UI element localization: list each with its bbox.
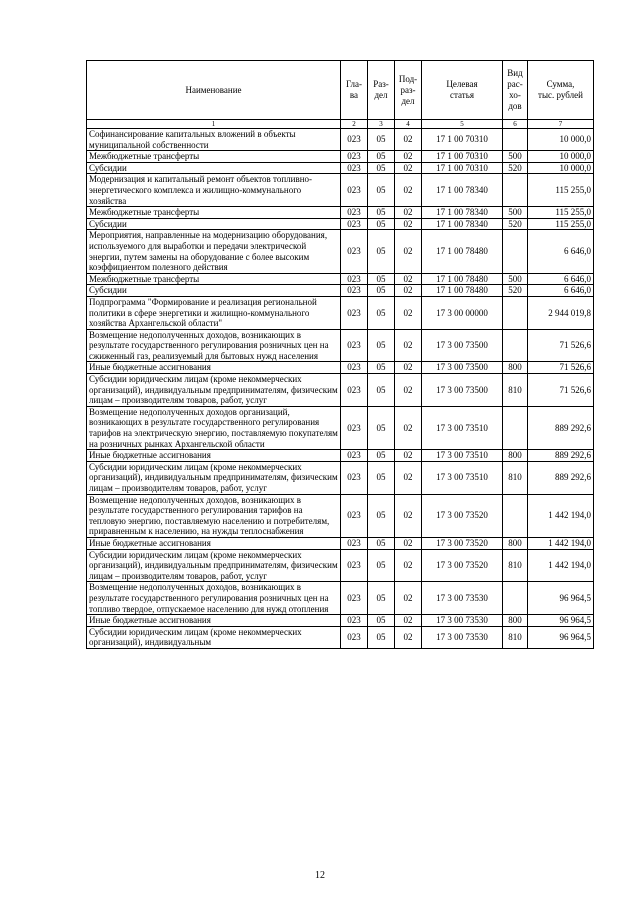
row-sum-cell: 115 255,0 (528, 174, 594, 207)
row-sum-cell: 10 000,0 (528, 129, 594, 151)
row-article-cell: 17 3 00 73530 (422, 615, 503, 627)
row-sum-cell: 115 255,0 (528, 207, 594, 219)
row-article-cell: 17 1 00 70310 (422, 129, 503, 151)
row-podrazdel-cell: 02 (395, 406, 422, 449)
row-sum-cell: 71 526,6 (528, 329, 594, 362)
row-article-cell: 17 3 00 73520 (422, 494, 503, 537)
row-sum-cell: 71 526,6 (528, 374, 594, 407)
table-row (87, 549, 594, 582)
row-razdel-cell: 05 (368, 461, 395, 494)
row-glava-cell: 023 (341, 537, 368, 549)
row-razdel-cell: 05 (368, 151, 395, 163)
row-name-cell: Возмещение недополученных доходов организаций, возникающих в результате государственного регулирования тарифов на электрическую энергию, поставляемую покупателям на розничных рынках Архангельской области (87, 406, 341, 449)
row-vid-cell: 520 (503, 218, 528, 230)
row-article-cell: 17 1 00 78480 (422, 285, 503, 297)
table-row (87, 174, 594, 207)
row-razdel-cell: 05 (368, 273, 395, 285)
column-index-row (87, 120, 594, 129)
table-row (87, 207, 594, 219)
row-sum-cell: 1 442 194,0 (528, 549, 594, 582)
table-row (87, 218, 594, 230)
table-row (87, 273, 594, 285)
row-razdel-cell: 05 (368, 582, 395, 615)
column-index: 2 (341, 120, 368, 129)
row-vid-cell: 500 (503, 207, 528, 219)
row-article-cell: 17 1 00 70310 (422, 151, 503, 163)
row-podrazdel-cell: 02 (395, 207, 422, 219)
row-razdel-cell: 05 (368, 285, 395, 297)
row-razdel-cell: 05 (368, 615, 395, 627)
row-name-cell: Модернизация и капитальный ремонт объектов топливно-энергетического комплекса и жилищно-коммунального хозяйства (87, 174, 341, 207)
row-glava-cell: 023 (341, 296, 368, 329)
row-glava-cell: 023 (341, 151, 368, 163)
row-podrazdel-cell: 02 (395, 582, 422, 615)
row-name-cell: Подпрограмма "Формирование и реализация региональной политики в сфере энергетики и жилищно-коммунального хозяйства Архангельской области" (87, 296, 341, 329)
row-glava-cell: 023 (341, 549, 368, 582)
row-sum-cell: 1 442 194,0 (528, 537, 594, 549)
row-glava-cell: 023 (341, 285, 368, 297)
row-vid-cell (503, 230, 528, 273)
table-row (87, 406, 594, 449)
row-vid-cell: 500 (503, 151, 528, 163)
table-row (87, 626, 594, 648)
row-podrazdel-cell: 02 (395, 162, 422, 174)
row-article-cell: 17 3 00 73500 (422, 329, 503, 362)
row-podrazdel-cell: 02 (395, 230, 422, 273)
column-index: 7 (528, 120, 594, 129)
row-name-cell: Возмещение недополученных доходов, возникающих в результате государственного регулирования розничных цен на сжиженный газ, реализуемый для бытовых нужд населения (87, 329, 341, 362)
table-body (87, 129, 594, 649)
row-glava-cell: 023 (341, 329, 368, 362)
header-sum: Сумма, тыс. рублей (528, 61, 594, 120)
row-razdel-cell: 05 (368, 129, 395, 151)
row-name-cell: Иные бюджетные ассигнования (87, 537, 341, 549)
row-vid-cell: 810 (503, 374, 528, 407)
row-article-cell: 17 3 00 73530 (422, 582, 503, 615)
table-header-row (87, 61, 594, 120)
row-glava-cell: 023 (341, 162, 368, 174)
header-razdel: Раз- дел (368, 61, 395, 120)
row-sum-cell: 889 292,6 (528, 461, 594, 494)
column-index: 3 (368, 120, 395, 129)
row-sum-cell: 6 646,0 (528, 273, 594, 285)
row-glava-cell: 023 (341, 615, 368, 627)
row-podrazdel-cell: 02 (395, 285, 422, 297)
row-podrazdel-cell: 02 (395, 174, 422, 207)
column-index: 6 (503, 120, 528, 129)
row-name-cell: Межбюджетные трансферты (87, 151, 341, 163)
row-sum-cell: 10 000,0 (528, 151, 594, 163)
row-article-cell: 17 1 00 78340 (422, 207, 503, 219)
row-razdel-cell: 05 (368, 162, 395, 174)
row-article-cell: 17 1 00 78340 (422, 218, 503, 230)
row-name-cell: Межбюджетные трансферты (87, 207, 341, 219)
row-article-cell: 17 3 00 73500 (422, 374, 503, 407)
header-podrazdel: Под- раз- дел (395, 61, 422, 120)
row-glava-cell: 023 (341, 362, 368, 374)
row-sum-cell: 96 964,5 (528, 615, 594, 627)
row-sum-cell: 1 442 194,0 (528, 494, 594, 537)
row-sum-cell: 115 255,0 (528, 218, 594, 230)
column-index: 4 (395, 120, 422, 129)
table-row (87, 230, 594, 273)
row-article-cell: 17 3 00 73510 (422, 461, 503, 494)
row-razdel-cell: 05 (368, 362, 395, 374)
header-glava: Гла- ва (341, 61, 368, 120)
table-row (87, 582, 594, 615)
row-name-cell: Софинансирование капитальных вложений в объекты муниципальной собственности (87, 129, 341, 151)
row-sum-cell: 10 000,0 (528, 162, 594, 174)
row-razdel-cell: 05 (368, 549, 395, 582)
table-row (87, 296, 594, 329)
row-article-cell: 17 3 00 00000 (422, 296, 503, 329)
row-vid-cell (503, 329, 528, 362)
row-vid-cell: 810 (503, 549, 528, 582)
row-vid-cell: 810 (503, 461, 528, 494)
row-sum-cell: 6 646,0 (528, 230, 594, 273)
row-razdel-cell: 05 (368, 626, 395, 648)
row-vid-cell: 800 (503, 537, 528, 549)
row-glava-cell: 023 (341, 374, 368, 407)
row-name-cell: Возмещение недополученных доходов, возникающих в результате государственного регулирования розничных цен на топливо твердое, отпускаемое населению для нужд отопления (87, 582, 341, 615)
row-sum-cell: 71 526,6 (528, 362, 594, 374)
column-index: 5 (422, 120, 503, 129)
row-article-cell: 17 3 00 73500 (422, 362, 503, 374)
row-name-cell: Субсидии юридическим лицам (кроме некоммерческих организаций), индивидуальным предпринимателям, физическим лицам – производителям товаров, работ, услуг (87, 374, 341, 407)
row-article-cell: 17 3 00 73520 (422, 549, 503, 582)
header-name: Наименование (87, 61, 341, 120)
row-glava-cell: 023 (341, 450, 368, 462)
row-glava-cell: 023 (341, 461, 368, 494)
row-sum-cell: 6 646,0 (528, 285, 594, 297)
row-razdel-cell: 05 (368, 329, 395, 362)
table-row (87, 162, 594, 174)
row-razdel-cell: 05 (368, 296, 395, 329)
table-row (87, 615, 594, 627)
row-razdel-cell: 05 (368, 230, 395, 273)
row-article-cell: 17 3 00 73530 (422, 626, 503, 648)
row-vid-cell (503, 582, 528, 615)
row-podrazdel-cell: 02 (395, 450, 422, 462)
row-podrazdel-cell: 02 (395, 374, 422, 407)
row-vid-cell: 520 (503, 285, 528, 297)
row-podrazdel-cell: 02 (395, 615, 422, 627)
column-index: 1 (87, 120, 341, 129)
table-row (87, 151, 594, 163)
header-vid: Вид рас- хо- дов (503, 61, 528, 120)
row-razdel-cell: 05 (368, 494, 395, 537)
row-article-cell: 17 1 00 78480 (422, 230, 503, 273)
row-glava-cell: 023 (341, 406, 368, 449)
row-article-cell: 17 3 00 73510 (422, 406, 503, 449)
table-row (87, 285, 594, 297)
table-row (87, 329, 594, 362)
row-vid-cell: 500 (503, 273, 528, 285)
row-glava-cell: 023 (341, 582, 368, 615)
row-name-cell: Субсидии юридическим лицам (кроме некоммерческих организаций), индивидуальным (87, 626, 341, 648)
row-podrazdel-cell: 02 (395, 129, 422, 151)
row-vid-cell: 810 (503, 626, 528, 648)
row-podrazdel-cell: 02 (395, 151, 422, 163)
row-vid-cell: 800 (503, 362, 528, 374)
row-vid-cell (503, 296, 528, 329)
row-glava-cell: 023 (341, 129, 368, 151)
row-name-cell: Возмещение недополученных доходов, возникающих в результате государственного регулирования тарифов на тепловую энергию, поставляемую населению и потребителям, приравненным к населению, на нужды теплоснабжения (87, 494, 341, 537)
row-sum-cell: 2 944 019,8 (528, 296, 594, 329)
row-article-cell: 17 1 00 70310 (422, 162, 503, 174)
row-article-cell: 17 1 00 78340 (422, 174, 503, 207)
row-glava-cell: 023 (341, 230, 368, 273)
row-name-cell: Субсидии (87, 162, 341, 174)
row-razdel-cell: 05 (368, 174, 395, 207)
row-podrazdel-cell: 02 (395, 273, 422, 285)
row-podrazdel-cell: 02 (395, 362, 422, 374)
row-podrazdel-cell: 02 (395, 549, 422, 582)
row-name-cell: Мероприятия, направленные на модернизацию оборудования, используемого для выработки и передачи электрической энергии, путем замены на оборудование с более высоким коэффициентом полезного действия (87, 230, 341, 273)
table-row (87, 450, 594, 462)
row-razdel-cell: 05 (368, 537, 395, 549)
row-podrazdel-cell: 02 (395, 461, 422, 494)
row-razdel-cell: 05 (368, 406, 395, 449)
row-razdel-cell: 05 (368, 218, 395, 230)
row-razdel-cell: 05 (368, 374, 395, 407)
row-name-cell: Иные бюджетные ассигнования (87, 450, 341, 462)
row-vid-cell (503, 129, 528, 151)
header-article: Целевая статья (422, 61, 503, 120)
row-podrazdel-cell: 02 (395, 494, 422, 537)
row-podrazdel-cell: 02 (395, 296, 422, 329)
row-vid-cell: 520 (503, 162, 528, 174)
row-sum-cell: 889 292,6 (528, 406, 594, 449)
row-article-cell: 17 3 00 73510 (422, 450, 503, 462)
row-article-cell: 17 1 00 78480 (422, 273, 503, 285)
row-name-cell: Иные бюджетные ассигнования (87, 615, 341, 627)
table-row (87, 362, 594, 374)
table-row (87, 537, 594, 549)
row-sum-cell: 96 964,5 (528, 626, 594, 648)
row-vid-cell: 800 (503, 615, 528, 627)
row-name-cell: Межбюджетные трансферты (87, 273, 341, 285)
row-sum-cell: 889 292,6 (528, 450, 594, 462)
row-glava-cell: 023 (341, 494, 368, 537)
row-vid-cell (503, 406, 528, 449)
budget-table (86, 60, 594, 649)
row-razdel-cell: 05 (368, 450, 395, 462)
row-name-cell: Субсидии (87, 218, 341, 230)
row-glava-cell: 023 (341, 626, 368, 648)
row-glava-cell: 023 (341, 207, 368, 219)
row-vid-cell: 800 (503, 450, 528, 462)
row-vid-cell (503, 494, 528, 537)
row-glava-cell: 023 (341, 273, 368, 285)
row-vid-cell (503, 174, 528, 207)
row-glava-cell: 023 (341, 174, 368, 207)
row-name-cell: Субсидии юридическим лицам (кроме некоммерческих организаций), индивидуальным предпринимателям, физическим лицам – производителям товаров, работ, услуг (87, 549, 341, 582)
page-number: 12 (315, 870, 325, 881)
row-podrazdel-cell: 02 (395, 329, 422, 362)
row-sum-cell: 96 964,5 (528, 582, 594, 615)
row-podrazdel-cell: 02 (395, 537, 422, 549)
row-podrazdel-cell: 02 (395, 626, 422, 648)
row-glava-cell: 023 (341, 218, 368, 230)
table-row (87, 461, 594, 494)
row-razdel-cell: 05 (368, 207, 395, 219)
table-row (87, 494, 594, 537)
table-row (87, 374, 594, 407)
row-name-cell: Субсидии (87, 285, 341, 297)
row-podrazdel-cell: 02 (395, 218, 422, 230)
table-row (87, 129, 594, 151)
row-name-cell: Субсидии юридическим лицам (кроме некоммерческих организаций), индивидуальным предпринимателям, физическим лицам – производителям товаров, работ, услуг (87, 461, 341, 494)
row-name-cell: Иные бюджетные ассигнования (87, 362, 341, 374)
row-article-cell: 17 3 00 73520 (422, 537, 503, 549)
